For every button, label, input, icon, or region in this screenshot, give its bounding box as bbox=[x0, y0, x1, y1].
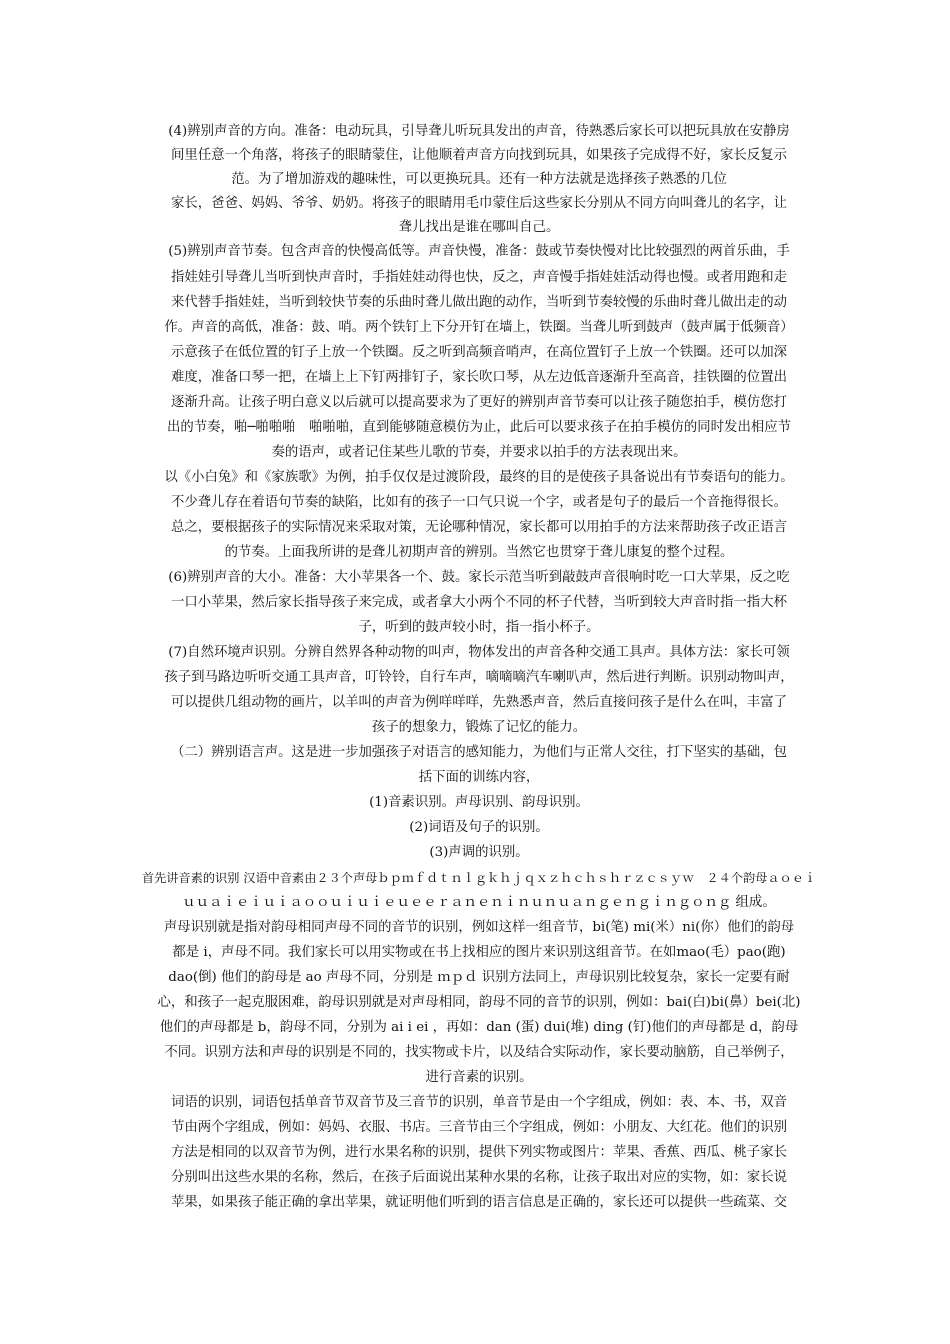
text-line: dao(倒) 他们的韵母是 ao 声母不同，分别是 ｍｐｄ 识别方法同上，声母识别比较复杂，家长一定要有耐 bbox=[168, 970, 790, 985]
text-line: 词语的识别，词语包括单音节双音节及三音节的识别，单音节是由一个字组成，例如：表、本、书，双音 bbox=[171, 1095, 787, 1110]
text-line: 声母识别就是指对韵母相同声母不同的音节的识别，例如这样一组音节，bi(笔) mi(米）ni(你）他们的韵母 bbox=[163, 920, 795, 935]
text-line: 不少聋儿存在着语句节奏的缺陷，比如有的孩子一口气只说一个字，或者是句子的最后一个音拖得很长。 bbox=[171, 495, 787, 510]
text-line: (6)辨别声音的大小。准备：大小苹果各一个、鼓。家长示范当听到敲鼓声音很响时吃一口大苹果，反之吃 bbox=[168, 570, 790, 585]
text-line: 聋儿找出是谁在哪叫自己。 bbox=[398, 220, 560, 235]
text-line: (2)词语及句子的识别。 bbox=[409, 820, 549, 835]
text-line: 奏的语声，或者记住某些儿歌的节奏，并要求以拍手的方法表现出来。 bbox=[271, 445, 687, 460]
text-line: 家长，爸爸、妈妈、爷爷、奶奶。将孩子的眼睛用毛巾蒙住后这些家长分别从不同方向叫聋儿的名字，让 bbox=[171, 196, 787, 211]
text-line: 逐渐升高。让孩子明白意义以后就可以提高要求为了更好的辨别声音节奏可以让孩子随您拍手，模仿您打 bbox=[171, 395, 787, 410]
text-line: 首先讲音素的识别 汉语中音素由２３个声母ｂｐｍｆｄｔｎｌｇｋｈｊｑｘｚｈｃｈｓｈｒｚｃｓｙｗ ２４个韵母ａｏｅｉ bbox=[141, 871, 817, 885]
text-line: 作。声音的高低，准备：鼓、哨。两个铁钉上下分开钉在墙上，铁圈。当聋儿听到鼓声（鼓声属于低频音） bbox=[164, 320, 794, 335]
text-line: 总之，要根据孩子的实际情况来采取对策，无论哪种情况，家长都可以用拍手的方法来帮助孩子改正语言 bbox=[171, 520, 787, 535]
text-line: 孩子到马路边听听交通工具声音，叮铃铃，自行车声，嘀嘀嘀汽车喇叭声，然后进行判断。识别动物叫声， bbox=[164, 670, 794, 685]
text-line: 来代替手指娃娃，当听到较快节奏的乐曲时聋儿做出跑的动作，当听到节奏较慢的乐曲时聋儿做出走的动 bbox=[171, 295, 787, 310]
text-line: 一口小苹果，然后家长指导孩子来完成，或者拿大小两个不同的杯子代替，当听到较大声音时指一指大杯 bbox=[171, 595, 787, 610]
text-line: 以《小白兔》和《家族歌》为例，拍手仅仅是过渡阶段，最终的目的是使孩子具备说出有节奏语句的能力。 bbox=[164, 470, 794, 485]
text-line: 括下面的训练内容， bbox=[418, 770, 540, 785]
text-line: ｕｕａｉｅｉｕｉａｏｏｕｉｕｉｅｕｅｅｒａｎｅｎｉｎｕｎｕａｎｇｅｎｇｉｎｇｏｎｇ 组成。 bbox=[182, 895, 776, 910]
text-line: 可以提供几组动物的画片，以羊叫的声音为例咩咩咩，先熟悉声音，然后直接问孩子是什么在叫，丰富了 bbox=[171, 695, 787, 710]
text-line: 苹果，如果孩子能正确的拿出苹果，就证明他们听到的语言信息是正确的，家长还可以提供一些疏菜、交 bbox=[171, 1195, 787, 1210]
text-line: 节由两个字组成，例如：妈妈、衣服、书店。三音节由三个字组成，例如：小朋友、大红花。他们的识别 bbox=[171, 1120, 787, 1135]
text-line: (5)辨别声音节奏。包含声音的快慢高低等。声音快慢，准备：鼓或节奏快慢对比比较强烈的两首乐曲，手 bbox=[168, 244, 790, 259]
text-line: 方法是相同的以双音节为例，进行水果名称的识别，提供下列实物或图片：苹果、香蕉、西瓜、桃子家长 bbox=[171, 1145, 787, 1160]
text-line: 都是 i，声母不同。我们家长可以用实物或在书上找相应的图片来识别这组音节。在如mao(毛）pao(跑) bbox=[172, 945, 786, 960]
text-line: 不同。识别方法和声母的识别是不同的，找实物或卡片，以及结合实际动作，家长要动脑筋，自己举例子， bbox=[164, 1045, 794, 1060]
text-line: 间里任意一个角落，将孩子的眼睛蒙住，让他顺着声音方向找到玩具，如果孩子完成得不好，家长反复示 bbox=[171, 148, 787, 163]
text-line: 子，听到的鼓声较小时，指一指小杯子。 bbox=[358, 620, 600, 635]
text-line: 孩子的想象力，锻炼了记忆的能力。 bbox=[371, 720, 587, 735]
text-line: 心，和孩子一起克服困难，韵母识别就是对声母相同，韵母不同的音节的识别，例如：bai(白)bi(鼻）bei(北) bbox=[157, 995, 801, 1010]
text-line: 出的节奏，啪─啪啪啪 啪啪啪，直到能够随意模仿为止，此后可以要求孩子在拍手模仿的同时发出相应节 bbox=[166, 420, 792, 435]
text-line: 难度，准备口琴一把，在墙上上下钉两排钉子，家长吹口琴，从左边低音逐渐升至高音，挂铁圈的位置出 bbox=[171, 370, 787, 385]
text-line: 的节奏。上面我所讲的是聋儿初期声音的辨别。当然它也贯穿于聋儿康复的整个过程。 bbox=[224, 545, 734, 560]
text-line: (3)声调的识别。 bbox=[429, 845, 529, 860]
text-line: (7)自然环境声识别。分辨自然界各种动物的叫声，物体发出的声音各种交通工具声。具体方法：家长可领 bbox=[168, 645, 790, 660]
text-line: (1)音素识别。声母识别、韵母识别。 bbox=[369, 795, 589, 810]
text-line: 示意孩子在低位置的钉子上放一个铁圈。反之听到高频音哨声，在高位置钉子上放一个铁圈。还可以加深 bbox=[171, 345, 787, 360]
text-line: 分别叫出这些水果的名称，然后，在孩子后面说出某种水果的名称，让孩子取出对应的实物，如：家长说 bbox=[171, 1170, 787, 1185]
text-line: 指娃娃引导聋儿当听到快声音时，手指娃娃动得也快，反之，声音慢手指娃娃活动得也慢。或者用跑和走 bbox=[171, 270, 787, 285]
text-line: 进行音素的识别。 bbox=[425, 1070, 533, 1085]
text-line: 他们的声母都是 b，韵母不同，分别为 ai i ei ，再如：dan (蛋) dui(堆) ding (钉)他们的声母都是 d，韵母 bbox=[159, 1020, 799, 1035]
text-line: (4)辨别声音的方向。准备：电动玩具，引导聋儿听玩具发出的声音，待熟悉后家长可以把玩具放在安静房 bbox=[168, 124, 790, 139]
text-line: 范。为了增加游戏的趣味性，可以更换玩具。还有一种方法就是选择孩子熟悉的几位 bbox=[231, 172, 727, 187]
text-line: （二）辨别语言声。这是进一步加强孩子对语言的感知能力，为他们与正常人交往，打下坚实的基础，包 bbox=[171, 745, 787, 760]
